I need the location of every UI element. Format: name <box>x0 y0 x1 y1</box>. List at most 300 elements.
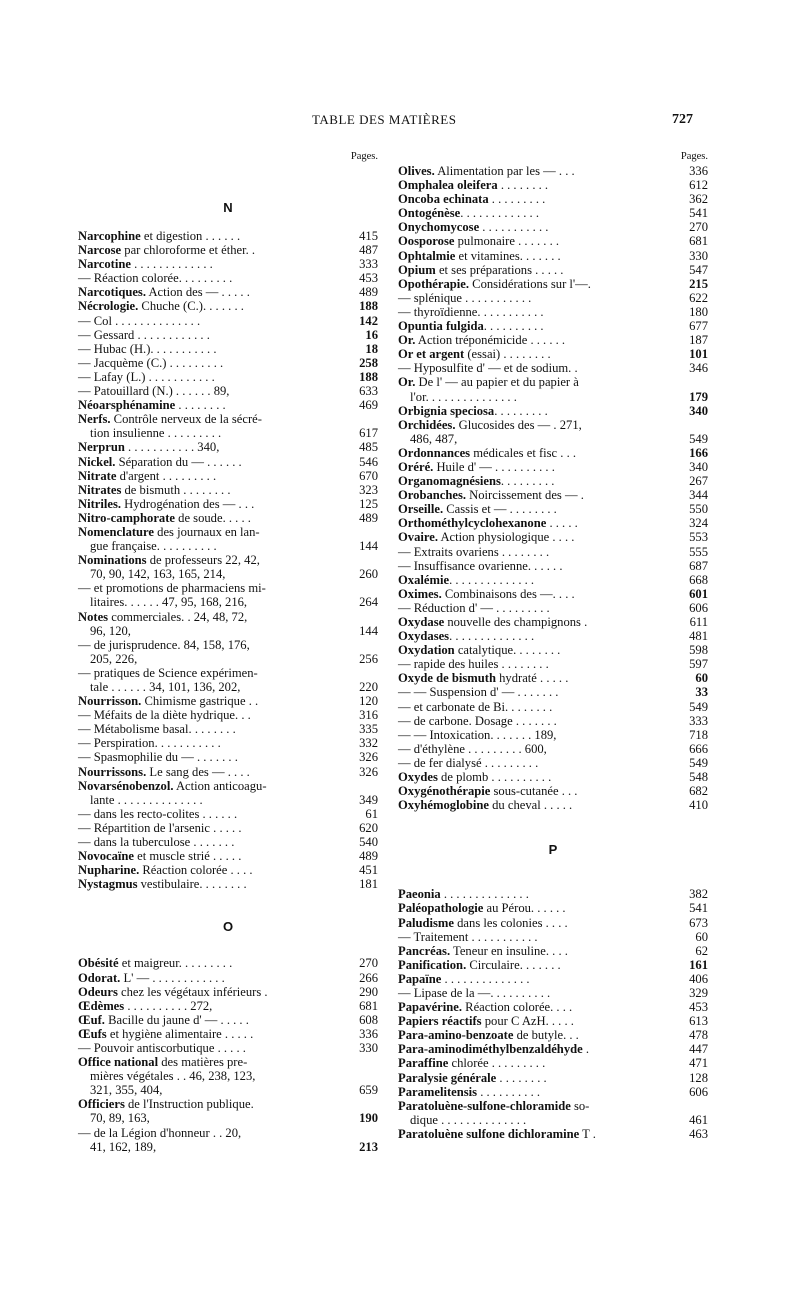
entry-keyword: Papaïne <box>398 971 442 986</box>
entry-keyword: Néoarsphénamine <box>78 398 176 413</box>
entry-text <box>398 742 708 756</box>
entry-description: — Métabolisme basal. . . . . . . . <box>78 722 236 737</box>
entry-description: — pratiques de Science expérimen- <box>78 665 258 680</box>
entry-description: des matières pre- <box>158 1055 248 1070</box>
entry-keyword: Notes <box>78 609 109 624</box>
entry-page: 550 <box>689 502 708 517</box>
entry-text <box>398 798 708 812</box>
entry-description: T . <box>579 1126 596 1141</box>
entry-description: so- <box>570 1098 590 1113</box>
entry-description: — Réduction d' — . . . . . . . . . <box>398 600 550 615</box>
entry-keyword: Oxalémie <box>398 572 450 587</box>
index-entry <box>78 243 378 257</box>
entry-text <box>398 1014 708 1028</box>
index-entry <box>78 299 378 313</box>
entry-text <box>398 770 708 784</box>
entry-description: — thyroïdienne. . . . . . . . . . . <box>398 304 544 319</box>
index-entry <box>398 798 708 812</box>
entry-description: des journaux en lan- <box>154 524 260 539</box>
entry-page: 606 <box>689 1084 708 1099</box>
entry-description: . . . . . . . . . . . 340, <box>124 440 220 455</box>
entry-text <box>398 206 708 220</box>
entry-keyword: Nitrates <box>78 482 122 497</box>
entry-description: L' — . . . . . . . . . . . . <box>120 970 225 985</box>
entry-keyword: Paramelitensis <box>398 1084 478 1099</box>
entry-page: 335 <box>359 722 378 737</box>
entry-description: Chuche (C.). . . . . . . <box>138 299 244 314</box>
entry-keyword: Opuntia fulgida <box>398 319 484 334</box>
entry-page: 471 <box>689 1056 708 1071</box>
entry-keyword: Para-aminodiméthylbenzaldéhyde <box>398 1042 583 1057</box>
index-entry <box>78 877 378 891</box>
entry-page: 190 <box>359 1111 378 1126</box>
index-entry <box>78 1111 378 1125</box>
entry-description: Chimisme gastrique . . <box>141 694 259 709</box>
entry-text <box>78 384 378 398</box>
entry-description: . . . . . . . . . . <box>477 1084 541 1099</box>
entry-keyword: Obésité <box>78 956 119 971</box>
entry-text <box>90 426 378 440</box>
entry-page: 16 <box>365 327 378 342</box>
page-number: 727 <box>672 112 693 127</box>
entry-description: 486, 487, <box>410 431 458 446</box>
index-entry <box>78 581 378 595</box>
entry-page: 144 <box>359 623 378 638</box>
index-entry <box>398 657 708 671</box>
entry-page: 406 <box>689 971 708 986</box>
entry-description: . . . . . <box>546 516 578 531</box>
entry-page: 666 <box>689 741 708 756</box>
index-entry <box>398 474 708 488</box>
right-entries <box>398 164 708 1141</box>
index-entry <box>78 793 378 807</box>
entry-keyword: Or et argent <box>398 347 465 362</box>
entry-description: . . . . . . . . <box>496 1070 547 1085</box>
index-entry <box>78 257 378 271</box>
index-entry <box>78 1140 378 1154</box>
entry-keyword: Papavérine. <box>398 1000 463 1015</box>
index-entry <box>78 455 378 469</box>
entry-description: commerciales. . 24, 48, 72, <box>108 609 248 624</box>
index-entry <box>78 999 378 1013</box>
entry-description: de l'Instruction publique. <box>124 1097 254 1112</box>
entry-text <box>398 488 708 502</box>
index-entry <box>398 916 708 930</box>
entry-text <box>78 483 378 497</box>
entry-page: 18 <box>365 341 378 356</box>
index-entry <box>398 488 708 502</box>
index-entry <box>398 418 708 432</box>
entry-page: 622 <box>689 290 708 305</box>
entry-page: 681 <box>689 234 708 249</box>
entry-text <box>398 319 708 333</box>
entry-text <box>410 1113 708 1127</box>
entry-description: — dans la tuberculose . . . . . . . <box>78 835 235 850</box>
entry-description: — dans les recto-colites . . . . . . <box>78 806 238 821</box>
entry-description: — Hubac (H.). . . . . . . . . . . <box>78 341 217 356</box>
index-entry <box>78 807 378 821</box>
index-entry <box>398 601 708 615</box>
entry-text <box>398 375 708 389</box>
entry-description: — et promotions de pharmaciens mi- <box>78 581 266 596</box>
entry-text <box>398 643 708 657</box>
entry-page: 546 <box>359 454 378 469</box>
entry-description: . . . . . . . . . . 272, <box>124 998 213 1013</box>
index-entry <box>398 986 708 1000</box>
entry-page: 188 <box>359 369 378 384</box>
entry-description: Contrôle nerveux de la sécré- <box>110 412 262 427</box>
entry-keyword: Olives. <box>398 164 435 178</box>
index-entry <box>78 666 378 680</box>
entry-page: 555 <box>689 544 708 559</box>
entry-description: Action tréponémicide . . . . . . <box>415 333 566 348</box>
entry-description: litaires. . . . . . 47, 95, 168, 216, <box>90 595 248 610</box>
index-entry <box>78 285 378 299</box>
entry-description: Glucosides des — . 271, <box>455 417 582 432</box>
entry-page: 326 <box>359 764 378 779</box>
entry-keyword: Orchidées. <box>398 417 456 432</box>
entry-text <box>78 328 378 342</box>
entry-page: 687 <box>689 558 708 573</box>
entry-description: — de fer dialysé . . . . . . . . . <box>398 755 539 770</box>
entry-keyword: Para-amino-benzoate <box>398 1028 514 1043</box>
entry-description: pulmonaire . . . . . . . <box>454 234 560 249</box>
index-entry <box>398 347 708 361</box>
entry-description: d'argent . . . . . . . . . <box>116 468 217 483</box>
entry-page: 362 <box>689 192 708 207</box>
entry-page: 267 <box>689 474 708 489</box>
index-entry <box>398 178 708 192</box>
entry-description: — Réaction colorée. . . . . . . . . <box>78 271 233 286</box>
entry-page: 608 <box>359 1012 378 1027</box>
index-entry <box>398 1056 708 1070</box>
entry-description: 205, 226, <box>90 651 138 666</box>
entry-page: 258 <box>359 355 378 370</box>
entry-keyword: Ordonnances <box>398 445 471 460</box>
entry-description: . . . . . . . . . <box>488 192 546 207</box>
index-entry <box>398 319 708 333</box>
entry-text <box>398 601 708 615</box>
entry-text <box>78 807 378 821</box>
entry-text <box>398 545 708 559</box>
entry-page: 681 <box>359 998 378 1013</box>
entry-text <box>78 553 378 567</box>
entry-page: 187 <box>689 333 708 348</box>
entry-page: 633 <box>359 384 378 399</box>
entry-text <box>78 779 378 793</box>
entry-text <box>398 1028 708 1042</box>
entry-page: 489 <box>359 285 378 300</box>
entry-description: au Pérou. . . . . . <box>483 901 566 916</box>
entry-page: 340 <box>689 459 708 474</box>
index-entry <box>398 671 708 685</box>
entry-description: Cassis et — . . . . . . . . <box>443 502 557 517</box>
entry-text <box>78 985 378 999</box>
entry-text <box>398 1071 708 1085</box>
entry-keyword: Orthométhylcyclohexanone <box>398 516 547 531</box>
entry-page: 415 <box>359 229 378 243</box>
entry-description: Action anticoagu- <box>173 778 267 793</box>
index-entry <box>78 956 378 970</box>
entry-page: 549 <box>689 699 708 714</box>
entry-keyword: Narcotine <box>78 257 131 272</box>
entry-description: — Gessard . . . . . . . . . . . . <box>78 327 210 342</box>
entry-page: 260 <box>359 567 378 582</box>
entry-page: 549 <box>689 755 708 770</box>
entry-description: De l' — au papier et du papier à <box>415 375 579 390</box>
entry-page: 62 <box>695 943 708 958</box>
entry-keyword: Novocaïne <box>78 849 134 864</box>
entry-text <box>398 530 708 544</box>
entry-page: 220 <box>359 680 378 694</box>
index-entry <box>78 652 378 666</box>
index-entry <box>78 412 378 426</box>
entry-description: et maigreur. . . . . . . . . <box>118 956 233 971</box>
entry-page: 215 <box>689 276 708 291</box>
entry-keyword: Œdèmes <box>78 998 125 1013</box>
entry-page: 463 <box>689 1126 708 1141</box>
entry-page: 161 <box>689 957 708 972</box>
entry-page: 453 <box>689 1000 708 1015</box>
entry-description: Le sang des — . . . . <box>146 764 250 779</box>
entry-text <box>78 412 378 426</box>
entry-text <box>398 1085 708 1099</box>
index-entry <box>78 229 378 243</box>
entry-keyword: Nourrissons. <box>78 764 147 779</box>
entry-keyword: Oxydases <box>398 629 450 644</box>
entry-description: Bacille du jaune d' — . . . . . <box>104 1012 249 1027</box>
index-entry <box>78 328 378 342</box>
index-entry <box>398 432 708 446</box>
entry-keyword: Or. <box>398 333 416 348</box>
entry-keyword: Paeonia <box>398 887 441 902</box>
index-entry <box>78 863 378 877</box>
entry-description: 96, 120, <box>90 623 131 638</box>
entry-text <box>398 685 708 699</box>
entry-keyword: Œufs <box>78 1026 107 1041</box>
entry-text <box>398 502 708 516</box>
index-entry <box>78 567 378 581</box>
entry-page: 181 <box>359 877 378 892</box>
entry-text <box>78 511 378 525</box>
entry-description: hydraté . . . . . <box>495 671 569 686</box>
index-entry <box>78 1097 378 1111</box>
entry-text <box>398 192 708 206</box>
entry-page: 346 <box>689 361 708 376</box>
entry-page: 166 <box>689 445 708 460</box>
entry-description: Action des — . . . . . <box>145 285 250 300</box>
index-entry <box>398 587 708 601</box>
entry-description: — Traitement . . . . . . . . . . . <box>398 929 538 944</box>
entry-description: 70, 90, 142, 163, 165, 214, <box>90 567 226 582</box>
entry-keyword: Orobanches. <box>398 488 466 503</box>
index-entry <box>398 887 708 901</box>
entry-text <box>78 469 378 483</box>
entry-description: . . . . . . . . . . . <box>479 220 549 235</box>
entry-page: 340 <box>689 403 708 418</box>
entry-text <box>398 418 708 432</box>
entry-page: 60 <box>695 929 708 944</box>
entry-text <box>90 793 378 807</box>
entry-description: Action physiologique . . . . <box>438 530 575 545</box>
entry-text <box>398 460 708 474</box>
entry-text <box>78 708 378 722</box>
entry-description: — et carbonate de Bi. . . . . . . . <box>398 699 553 714</box>
index-entry <box>398 333 708 347</box>
index-entry <box>78 835 378 849</box>
index-entry <box>78 610 378 624</box>
index-entry <box>78 426 378 440</box>
index-entry <box>398 944 708 958</box>
entry-text <box>90 1069 378 1083</box>
entry-keyword: Oximes. <box>398 586 442 601</box>
entry-text <box>398 1000 708 1014</box>
index-entry <box>78 483 378 497</box>
entry-text <box>78 956 378 970</box>
entry-page: 180 <box>689 304 708 319</box>
index-entry <box>398 1127 708 1141</box>
index-entry <box>398 714 708 728</box>
entry-description: — Jacquème (C.) . . . . . . . . . <box>78 355 224 370</box>
entry-page: 553 <box>689 530 708 545</box>
entry-page: 478 <box>689 1028 708 1043</box>
entry-description: — Répartition de l'arsenic . . . . . <box>78 820 242 835</box>
entry-description: — de jurisprudence. 84, 158, 176, <box>78 637 250 652</box>
entry-description: . . . . . . . . . . . . . . <box>449 629 535 644</box>
index-entry <box>398 545 708 559</box>
entry-page: 382 <box>689 887 708 902</box>
index-entry <box>78 398 378 412</box>
entry-text <box>90 539 378 553</box>
entry-page: 33 <box>695 685 708 700</box>
entry-description: et vitamines. . . . . . . <box>455 248 561 263</box>
entry-text <box>90 567 378 581</box>
entry-text <box>398 333 708 347</box>
entry-description: Circulaire. . . . . . . <box>466 957 561 972</box>
entry-text <box>398 446 708 460</box>
entry-description: — — Suspension d' — . . . . . . . <box>398 685 559 700</box>
entry-text <box>78 271 378 285</box>
entry-description: . . . . . . . . <box>175 398 226 413</box>
entry-description: — de carbone. Dosage . . . . . . . <box>398 713 557 728</box>
index-entry <box>398 700 708 714</box>
entry-keyword: Nitro-camphorate <box>78 510 175 525</box>
entry-description: Huile d' — . . . . . . . . . . <box>433 459 555 474</box>
entry-description: du cheval . . . . . <box>488 798 573 813</box>
entry-description: nouvelle des champignons . <box>444 615 588 629</box>
entry-text <box>398 474 708 488</box>
entry-text <box>78 285 378 299</box>
entry-keyword: Oxygénothérapie <box>398 784 491 799</box>
index-entry <box>78 985 378 999</box>
index-entry <box>78 638 378 652</box>
entry-page: 144 <box>359 539 378 554</box>
index-entry <box>398 305 708 319</box>
index-entry <box>398 1028 708 1042</box>
entry-text <box>398 291 708 305</box>
index-entry <box>398 728 708 742</box>
entry-text <box>78 1027 378 1041</box>
entry-description: de butyle. . . <box>513 1028 579 1043</box>
entry-keyword: Onychomycose <box>398 220 480 235</box>
entry-page: 598 <box>689 643 708 658</box>
entry-page: 541 <box>689 901 708 916</box>
entry-text <box>90 624 378 638</box>
entry-text <box>398 1042 708 1056</box>
entry-description: de professeurs 22, 42, <box>146 553 260 568</box>
entry-keyword: Nominations <box>78 553 147 568</box>
entry-text <box>398 657 708 671</box>
entry-text <box>410 390 708 404</box>
entry-text <box>398 1056 708 1070</box>
entry-text <box>410 432 708 446</box>
entry-page: 333 <box>689 713 708 728</box>
index-entry <box>398 756 708 770</box>
entry-description: — Patouillard (N.) . . . . . . 89, <box>78 384 230 399</box>
entry-description: — Perspiration. . . . . . . . . . . <box>78 736 221 751</box>
section-letter: P <box>548 842 558 858</box>
entry-description: — Lipase de la —. . . . . . . . . . <box>398 985 551 1000</box>
index-entry <box>78 356 378 370</box>
index-entry <box>398 685 708 699</box>
entry-text <box>78 356 378 370</box>
entry-keyword: Odorat. <box>78 970 121 985</box>
index-entry <box>398 901 708 915</box>
entry-text <box>78 638 378 652</box>
entry-description: — Extraits ovariens . . . . . . . . <box>398 544 550 559</box>
section-letter: O <box>222 919 234 935</box>
entry-text <box>398 700 708 714</box>
index-entry <box>398 206 708 220</box>
index-entry <box>78 384 378 398</box>
index-entry <box>398 234 708 248</box>
entry-description: 321, 355, 404, <box>90 1083 163 1098</box>
index-entry <box>398 930 708 944</box>
header-title: TABLE DES MATIÈRES <box>312 112 457 127</box>
entry-page: 188 <box>359 299 378 314</box>
index-entry <box>398 559 708 573</box>
entry-keyword: Nitrate <box>78 468 117 483</box>
entry-text <box>78 525 378 539</box>
entry-keyword: Oncoba echinata <box>398 192 489 207</box>
entry-text <box>78 243 378 257</box>
entry-text <box>398 164 708 178</box>
entry-description: . . . . . . . . . . <box>483 319 544 334</box>
index-entry <box>78 722 378 736</box>
entry-keyword: Oosporose <box>398 234 455 249</box>
index-entry <box>398 615 708 629</box>
entry-keyword: Paléopathologie <box>398 901 484 916</box>
section-letter: N <box>223 200 233 215</box>
entry-text <box>398 629 708 643</box>
entry-description: Hydrogénation des — . . . <box>121 496 255 511</box>
index-entry <box>398 958 708 972</box>
entry-page: 541 <box>689 206 708 221</box>
entry-keyword: Narcose <box>78 243 122 258</box>
entry-text <box>78 971 378 985</box>
index-entry <box>78 1027 378 1041</box>
entry-description: — Lafay (L.) . . . . . . . . . . . <box>78 369 215 384</box>
entry-text <box>398 916 708 930</box>
entry-description: catalytique. . . . . . . . <box>454 643 561 658</box>
entry-description: dique . . . . . . . . . . . . . . <box>410 1112 527 1127</box>
entry-keyword: Novarsénobenzol. <box>78 778 174 793</box>
index-entry <box>398 404 708 418</box>
entry-page: 264 <box>359 595 378 610</box>
entry-text <box>398 559 708 573</box>
entry-keyword: Officiers <box>78 1097 125 1112</box>
entry-description: — Spasmophilie du — . . . . . . . <box>78 750 238 765</box>
